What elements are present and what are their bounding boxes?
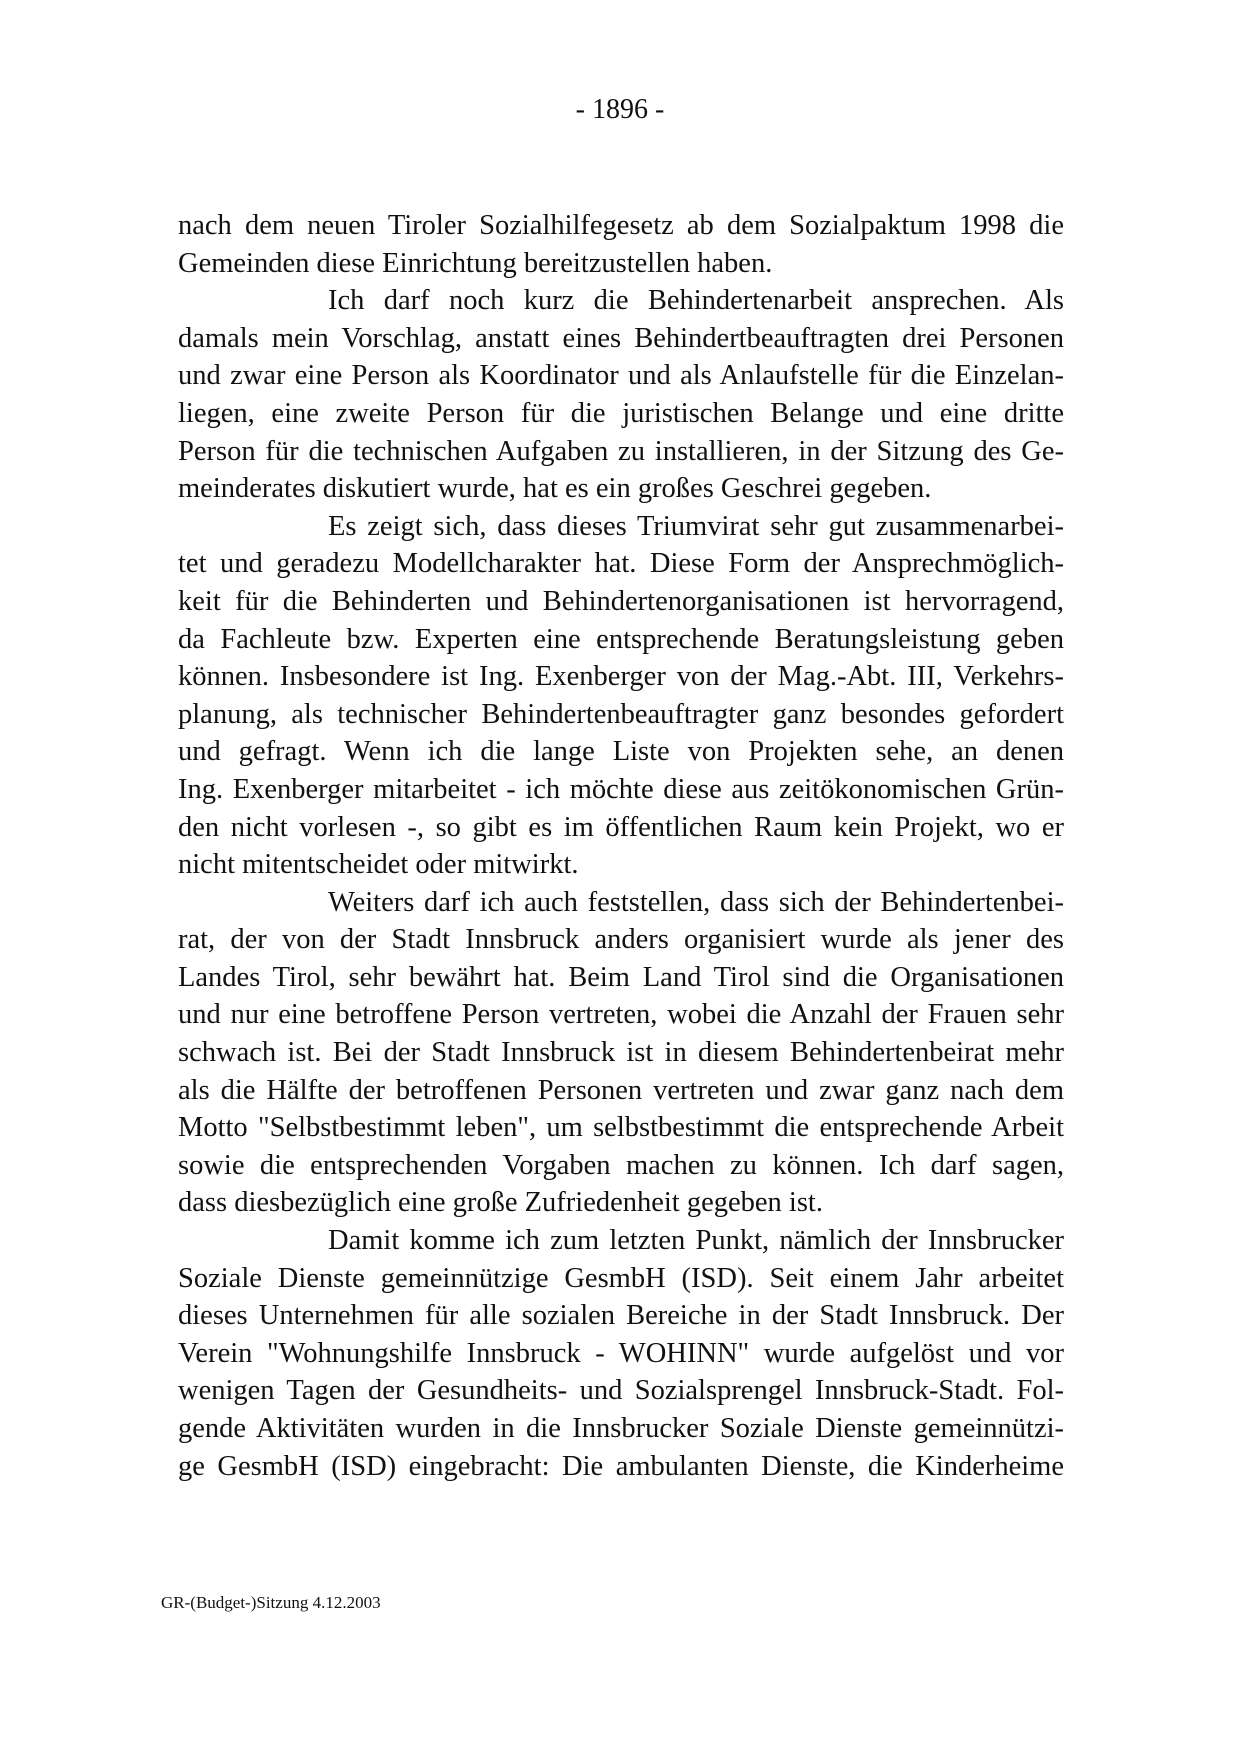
text-line: Landes Tirol, sehr bewährt hat. Beim Land Tirol sind die Organisationen <box>178 961 1064 993</box>
text-line: und nur eine betroffene Person vertreten, wobei die Anzahl der Frauen sehr <box>178 999 1064 1031</box>
text-line: keit für die Behinderten und Behindertenorganisationen ist hervorragend, <box>178 585 1064 617</box>
text-line: dieses Unternehmen für alle sozialen Bereiche in der Stadt Innsbruck. Der <box>178 1300 1064 1332</box>
text-line: Person für die technischen Aufgaben zu installieren, in der Sitzung des Ge- <box>178 435 1064 467</box>
text-line: können. Insbesondere ist Ing. Exenberger von der Mag.-Abt. III, Verkehrs- <box>178 661 1064 693</box>
text-line: und zwar eine Person als Koordinator und als Anlaufstelle für die Einzelan- <box>178 360 1064 392</box>
text-line: Verein "Wohnungshilfe Innsbruck - WOHINN" wurde aufgelöst und vor <box>178 1337 1064 1369</box>
text-line: da Fachleute bzw. Experten eine entsprechende Beratungsleistung geben <box>178 623 1064 655</box>
text-line: nach dem neuen Tiroler Sozialhilfegesetz ab dem Sozialpaktum 1998 die <box>178 210 1064 241</box>
text-line: rat, der von der Stadt Innsbruck anders organisiert wurde als jener des <box>178 924 1064 956</box>
text-line: dass diesbezüglich eine große Zufriedenheit gegeben ist. <box>178 1187 823 1219</box>
text-line: wenigen Tagen der Gesundheits- und Sozialsprengel Innsbruck-Stadt. Fol- <box>178 1375 1064 1407</box>
text-line: Ing. Exenberger mitarbeitet - ich möchte diese aus zeitökonomischen Grün- <box>178 773 1064 805</box>
text-line: Gemeinden diese Einrichtung bereitzustellen haben. <box>178 247 773 279</box>
text-line: Soziale Dienste gemeinnützige GesmbH (ISD). Seit einem Jahr arbeitet <box>178 1262 1064 1294</box>
text-line: Ich darf noch kurz die Behindertenarbeit ansprechen. Als <box>328 285 1064 317</box>
text-line: sowie die entsprechenden Vorgaben machen zu können. Ich darf sagen, <box>178 1149 1064 1181</box>
text-line: Damit komme ich zum letzten Punkt, nämlich der Innsbrucker <box>328 1225 1064 1257</box>
text-line: liegen, eine zweite Person für die juristischen Belange und eine dritte <box>178 397 1064 429</box>
text-line: meinderates diskutiert wurde, hat es ein großes Geschrei gegeben. <box>178 473 932 505</box>
text-line: nicht mitentscheidet oder mitwirkt. <box>178 849 579 881</box>
text-line: tet und geradezu Modellcharakter hat. Diese Form der Ansprechmöglich- <box>178 548 1064 580</box>
text-line: Weiters darf ich auch feststellen, dass sich der Behindertenbei- <box>328 886 1064 918</box>
text-line: schwach ist. Bei der Stadt Innsbruck ist in diesem Behindertenbeirat mehr <box>178 1037 1064 1069</box>
footer-session-label: GR-(Budget-)Sitzung 4.12.2003 <box>161 1593 381 1612</box>
body-text <box>178 207 1064 1485</box>
text-line: Motto "Selbstbestimmt leben", um selbstbestimmt die entsprechende Arbeit <box>178 1112 1064 1144</box>
text-line: den nicht vorlesen -, so gibt es im öffentlichen Raum kein Projekt, wo er <box>178 811 1064 843</box>
text-line: und gefragt. Wenn ich die lange Liste von Projekten sehe, an denen <box>178 736 1064 768</box>
text-line: ge GesmbH (ISD) eingebracht: Die ambulanten Dienste, die Kinderheime <box>178 1450 1064 1482</box>
text-line: planung, als technischer Behindertenbeauftragter ganz besondes gefordert <box>178 698 1064 730</box>
text-line: als die Hälfte der betroffenen Personen vertreten und zwar ganz nach dem <box>178 1074 1064 1106</box>
page-number: - 1896 - <box>575 94 665 125</box>
text-line: damals mein Vorschlag, anstatt eines Behindertbeauftragten drei Personen <box>178 322 1064 354</box>
text-line: gende Aktivitäten wurden in die Innsbrucker Soziale Dienste gemeinnützi- <box>178 1413 1064 1444</box>
text-line: Es zeigt sich, dass dieses Triumvirat sehr gut zusammenarbei- <box>328 510 1064 542</box>
